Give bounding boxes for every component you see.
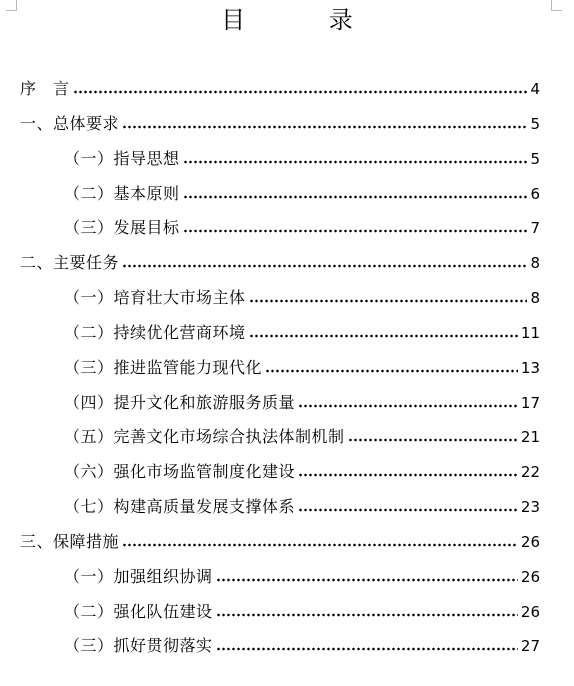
toc-page-number: 11 (520, 324, 540, 342)
toc-entry-section-1[interactable] (20, 111, 540, 135)
dot-leader (183, 160, 528, 164)
dot-leader (249, 299, 528, 303)
toc-entry-label: （三）发展目标 (64, 218, 180, 237)
dot-leader (216, 578, 518, 582)
toc-entry-label: （三）推进监管能力现代化 (64, 358, 263, 377)
dot-leader (249, 334, 518, 338)
toc-entry-label: （三）抓好贯彻落实 (64, 636, 213, 655)
dot-leader (122, 264, 527, 268)
toc-entry-section-1-1[interactable] (64, 146, 540, 170)
toc-page-number: 7 (530, 219, 540, 237)
toc-entry-label: （一）指导思想 (64, 149, 180, 168)
toc-entry-section-2-4[interactable] (64, 390, 540, 414)
toc-entry-section-3-3[interactable] (64, 633, 540, 657)
toc-entry-section-2-3[interactable] (64, 355, 540, 379)
toc-entry-section-1-2[interactable] (64, 181, 540, 205)
toc-page-number: 5 (530, 150, 540, 168)
toc-page-number: 23 (520, 498, 540, 516)
toc-entry-section-2-1[interactable] (64, 285, 540, 309)
toc-entry-section-3-1[interactable] (64, 564, 540, 588)
toc-page-number: 17 (520, 394, 540, 412)
toc-entry-section-3-2[interactable] (64, 599, 540, 623)
toc-entry-label: 二、主要任务 (20, 253, 120, 272)
toc-entry-section-1-3[interactable] (64, 215, 540, 239)
toc-page-number: 27 (520, 637, 540, 655)
toc-page-number: 26 (520, 533, 540, 551)
toc-page-number: 22 (520, 463, 540, 481)
toc-entry-label: （一）培育壮大市场主体 (64, 288, 246, 307)
toc-entry-section-2-5[interactable] (64, 424, 540, 448)
dot-leader (216, 647, 518, 651)
dot-leader (298, 508, 518, 512)
toc-entry-label: （二）持续优化营商环境 (64, 323, 246, 342)
dot-leader (298, 404, 518, 408)
toc-entry-label: 序 言 (20, 79, 70, 98)
toc-entry-section-3[interactable] (20, 529, 540, 553)
toc-entry-label: （四）提升文化和旅游服务质量 (64, 393, 296, 412)
toc-page-number: 6 (530, 185, 540, 203)
toc-page-number: 26 (520, 603, 540, 621)
toc-entry-label: 三、保障措施 (20, 532, 120, 551)
toc-entry-label: （二）强化队伍建设 (64, 602, 213, 621)
dot-leader (73, 90, 528, 94)
dot-leader (348, 438, 518, 442)
toc-entry-label: （六）强化市场监管制度化建设 (64, 462, 296, 481)
dot-leader (265, 369, 518, 373)
toc-page-number: 4 (530, 80, 540, 98)
toc-page-number: 8 (530, 289, 540, 307)
toc-page-number: 5 (530, 115, 540, 133)
dot-leader (183, 195, 528, 199)
dot-leader (122, 543, 518, 547)
toc-entry-label: 一、总体要求 (20, 114, 120, 133)
toc-page-number: 8 (530, 254, 540, 272)
toc-entry-label: （七）构建高质量发展支撑体系 (64, 497, 296, 516)
toc-entry-label: （一）加强组织协调 (64, 567, 213, 586)
toc-entry-section-2[interactable] (20, 250, 540, 274)
toc-entry-label: （五）完善文化市场综合执法体制机制 (64, 427, 345, 446)
toc-page-number: 26 (520, 568, 540, 586)
toc-entry-section-2-2[interactable] (64, 320, 540, 344)
dot-leader (298, 473, 518, 477)
toc-entry-label: （二）基本原则 (64, 184, 180, 203)
toc-page-number: 21 (520, 428, 540, 446)
page-title: 目 录 (221, 6, 391, 34)
dot-leader (122, 125, 527, 129)
dot-leader (183, 229, 528, 233)
dot-leader (216, 613, 518, 617)
toc-entry-section-2-7[interactable] (64, 494, 540, 518)
toc-page-number: 13 (520, 359, 540, 377)
toc-entry-section-2-6[interactable] (64, 459, 540, 483)
toc-entry-preface[interactable] (20, 76, 540, 100)
